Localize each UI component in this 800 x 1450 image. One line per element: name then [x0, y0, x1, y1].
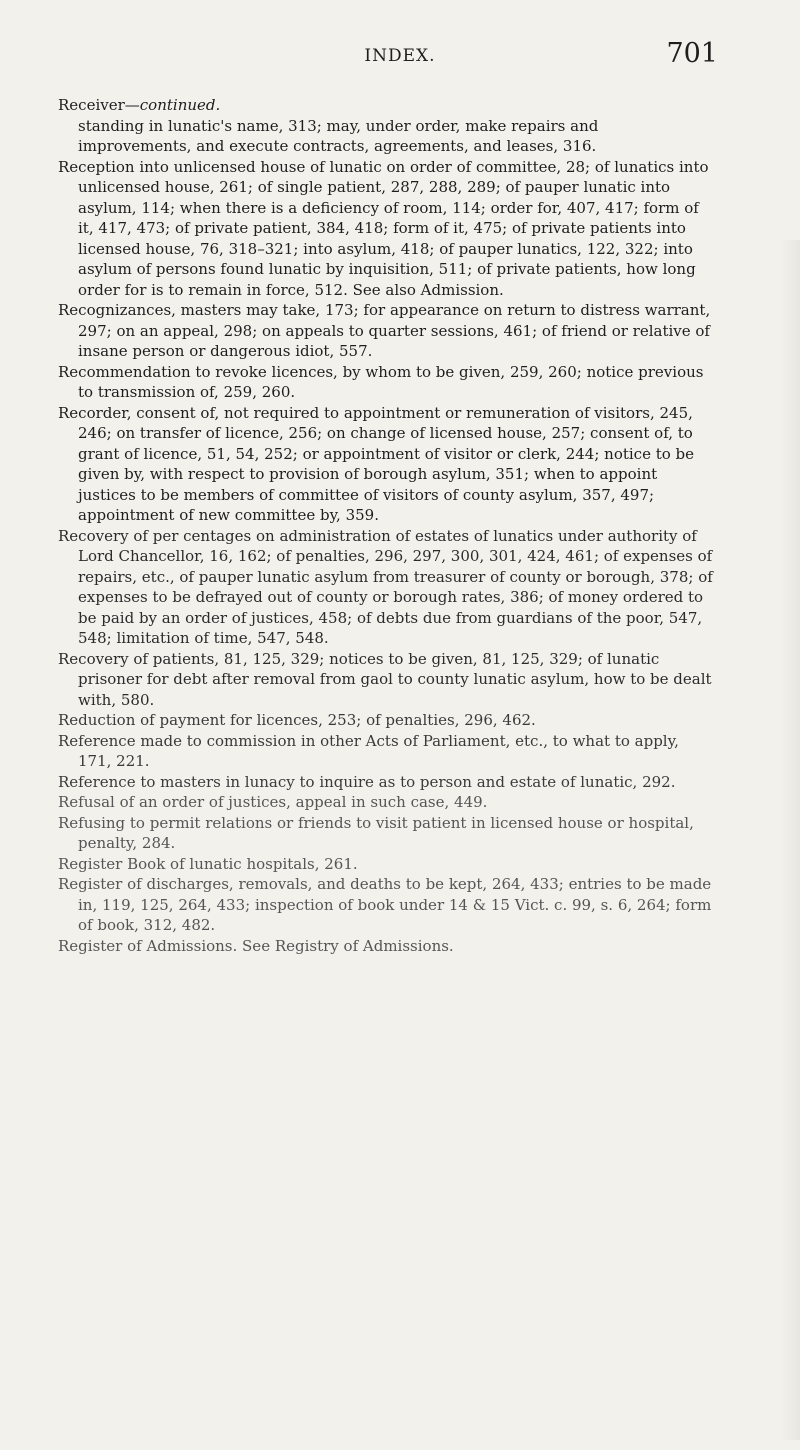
index-entry: Refusal of an order of justices, appeal in such case, 449. — [58, 793, 488, 811]
continued-heading: Receiver—continued. — [58, 96, 221, 114]
continued-label: continued. — [139, 96, 221, 114]
index-entry: Reference made to commission in other Acts of Parliament, etc., to what to apply, 171, 221. — [58, 731, 679, 770]
index-entry: Reference to masters in lunacy to inquire as to person and estate of lunatic, 292. — [58, 772, 676, 791]
index-entry: Register of Admissions. See Registry of Admissions. — [58, 936, 454, 955]
index-entry: Recorder, consent of, not required to appointment or remuneration of visitors, 245, 246; on transfer of licence, 256; on change of licensed house, 257; consent of, to grant of licence, 51, 54, 252; or appointment of visitor or clerk, 244; notice to be given by, with respect to provision of borough asylum, 351; when to appoint justices to be members of committee of visitors of county asylum, 357, 497; appointment of new committee by, 359. — [58, 403, 695, 524]
index-body — [58, 95, 713, 956]
index-entry: Recognizances, masters may take, 173; for appearance on return to distress warrant, 297; on an appeal, 298; on appeals to quarter sessions, 461; of friend or relative of insane person or dangerous idiot, 557. — [58, 301, 711, 360]
page-number: 701 — [666, 38, 718, 69]
index-entry: Refusing to permit relations or friends to visit patient in licensed house or hospital, penalty, 284. — [58, 813, 694, 852]
index-entry: Recovery of per centages on administration of estates of lunatics under authority of Lord Chancellor, 16, 162; of penalties, 296, 297, 300, 301, 424, 461; of expenses of repairs, etc., of pauper lunatic asylum from treasurer of county or borough, 378; of expenses to be defrayed out of county or borough rates, 386; of money ordered to be paid by an order of justices, 458; of debts due from guardians of the poor, 547, 548; limitation of time, 547, 548. — [58, 526, 713, 647]
page-edge-shadow — [780, 240, 800, 1440]
index-entry: Recovery of patients, 81, 125, 329; notices to be given, 81, 125, 329; of lunatic prisoner for debt after removal from gaol to county lunatic asylum, how to be dealt with, 580. — [58, 649, 712, 709]
continued-term: Receiver — [58, 96, 125, 114]
index-entry: Recommendation to revoke licences, by whom to be given, 259, 260; notice previous to transmission of, 259, 260. — [58, 362, 704, 401]
index-entry: Register Book of lunatic hospitals, 261. — [58, 854, 358, 873]
index-entry: Reception into unlicensed house of lunatic on order of committee, 28; of lunatics into unlicensed house, 261; of single patient, 287, 288, 289; of pauper lunatic into asylum, 114; when there is a deficiency of room, 114; order for, 407, 417; form of it, 417, 473; of private patient, 384, 418; form of it, 475; of private patients into licensed house, 76, 318–321; into asylum, 418; of pauper lunatics, 122, 322; into asylum of persons found lunatic by inquisition, 511; of private patients, how long order for is to remain in force, 512. See also Admission. — [58, 157, 709, 299]
page-header — [0, 38, 800, 78]
running-title: INDEX. — [364, 46, 436, 66]
continued-text: standing in lunatic's name, 313; may, under order, make repairs and improvements, and execute contracts, agreements, and leases, 316. — [78, 116, 599, 155]
index-entry: Reduction of payment for licences, 253; of penalties, 296, 462. — [58, 711, 536, 729]
index-entry: Register of discharges, removals, and deaths to be kept, 264, 433; entries to be made in, 119, 125, 264, 433; inspection of book under 14 & 15 Vict. c. 99, s. 6, 264; form of book, 312, 482. — [58, 875, 712, 934]
